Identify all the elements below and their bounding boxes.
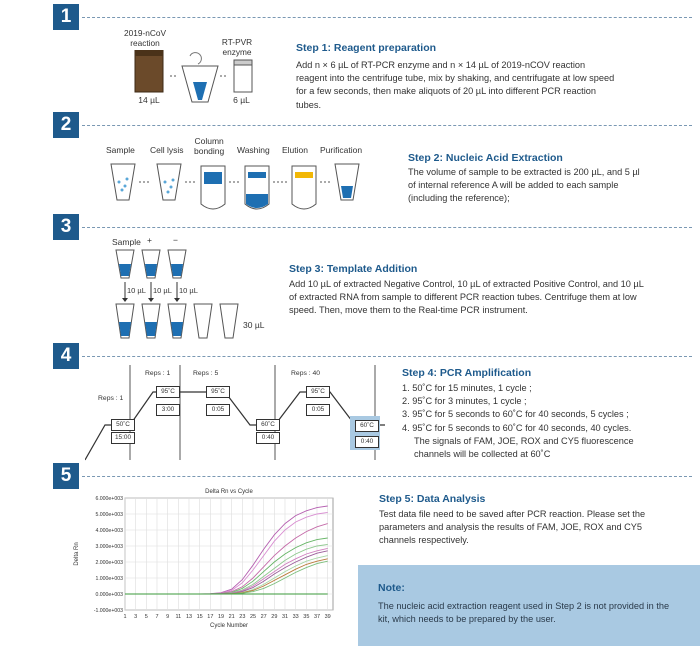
x-tick-label: 1 [123, 614, 127, 620]
x-tick-label: 5 [144, 614, 148, 620]
section-divider [82, 125, 692, 126]
section-divider [82, 227, 692, 228]
reaction-label: 2019-nCoV reaction [124, 28, 166, 48]
time-box: 0:40 [256, 432, 280, 444]
volume-3: 10 µL [179, 286, 198, 295]
x-tick-label: 25 [249, 614, 257, 620]
list-item: 4. 95˚C for 5 seconds to 60˚C for 40 seconds, 40 cycles. [402, 422, 632, 433]
x-tick-label: 23 [239, 614, 246, 620]
temp-box: 95˚C [156, 386, 180, 398]
x-tick-label: 17 [207, 614, 214, 620]
reaction-volume: 14 µL [138, 95, 160, 105]
label-elution: Elution [282, 145, 308, 155]
list-item: 2. 95˚C for 3 minutes, 1 cycle ; [402, 396, 527, 407]
reps-label: Reps : 40 [291, 370, 321, 377]
step-2-title: Step 2: Nucleic Acid Extraction [408, 152, 563, 164]
pcr-thermal-profile [85, 365, 385, 465]
x-tick-label: 29 [271, 614, 278, 620]
x-tick-label: 9 [166, 614, 170, 620]
y-tick-label: 6.000e+003 [95, 496, 123, 502]
y-tick-label: 5.000e+003 [95, 512, 123, 518]
time-box: 0:40 [355, 436, 379, 448]
y-tick-label: 0.000e+003 [95, 592, 123, 598]
time-box: 0:05 [306, 404, 330, 416]
y-tick-label: 3.000e+003 [95, 544, 123, 550]
step-1-text: Add n × 6 µL of RT-PCR enzyme and n × 14 µL of 2019-nCOV reaction reagent into the centrifuge tube, mix by shaking, and centrifugate at low speed for a few seconds, then make aliquots of 20 µL into different PCR reaction tubes. [296, 60, 615, 110]
time-box: 3:00 [156, 404, 180, 416]
step-number-1: 1 [53, 4, 79, 30]
y-tick-label: -1.000e+003 [93, 608, 123, 614]
step-number-3: 3 [53, 214, 79, 240]
step-5-text: Test data file need to be saved after PCR reaction. Please set the parameters and analysis the results of FAM, JOE, ROX and CY5 channels respectively. [379, 509, 646, 546]
y-axis-label: Delta Rn [74, 542, 80, 566]
step-5-title: Step 5: Data Analysis [379, 493, 486, 505]
time-box: 0:05 [206, 404, 230, 416]
x-tick-label: 7 [155, 614, 159, 620]
x-axis-label: Cycle Number [209, 623, 249, 629]
x-tick-label: 3 [134, 614, 138, 620]
x-tick-label: 15 [196, 614, 203, 620]
list-item: The signals of FAM, JOE, ROX and CY5 fluorescence [414, 435, 634, 446]
step-3-title: Step 3: Template Addition [289, 263, 418, 275]
temp-box: 50˚C [111, 419, 135, 431]
x-tick-label: 37 [313, 614, 321, 620]
step-2-text: The volume of sample to be extracted is 200 µL, and 5 µl of internal reference A will be added to each sample (including the reference); [408, 167, 640, 204]
step-number-4: 4 [53, 343, 79, 369]
reps-label: Reps : 1 [145, 370, 171, 377]
list-item: channels will be collected at 60˚C [414, 449, 551, 460]
section-divider [82, 476, 692, 477]
reps-label: Reps : 1 [98, 395, 124, 402]
temp-box: 95˚C [306, 386, 330, 398]
step-1-title: Step 1: Reagent preparation [296, 42, 437, 54]
note-title: Note: [378, 582, 405, 594]
section-divider [82, 356, 692, 357]
list-item: 3. 95˚C for 5 seconds to 60˚C for 40 seconds, 5 cycles ; [402, 409, 629, 420]
note-text: The nucleic acid extraction reagent used in Step 2 is not provided in the kit, which needs to be prepared by the user. [378, 601, 670, 625]
temp-box: 95˚C [206, 386, 230, 398]
label-washing: Washing [237, 145, 270, 155]
x-tick-label: 19 [217, 614, 225, 620]
list-item: 1. 50˚C for 15 minutes, 1 cycle ; [402, 383, 532, 393]
x-tick-label: 31 [281, 614, 289, 620]
x-tick-label: 39 [324, 614, 331, 620]
label-positive: + [147, 235, 152, 245]
chart-title: Delta Rn vs Cycle [205, 489, 253, 495]
step-number-5: 5 [53, 463, 79, 489]
label-sample: Sample [106, 145, 135, 155]
label-purification: Purification [320, 145, 363, 155]
x-tick-label: 21 [228, 614, 235, 620]
y-tick-label: 1.000e+003 [95, 576, 123, 582]
section-divider [82, 17, 692, 18]
x-tick-label: 33 [292, 614, 299, 620]
y-tick-label: 2.000e+003 [95, 560, 123, 566]
enzyme-volume: 6 µL [233, 95, 250, 105]
x-tick-label: 11 [175, 614, 182, 620]
x-tick-label: 27 [260, 614, 267, 620]
final-volume: 30 µL [243, 320, 265, 330]
y-tick-label: 4.000e+003 [95, 528, 123, 534]
step-3-text: Add 10 µL of extracted Negative Control, 10 µL of extracted Positive Control, and 10 µL of extracted RNA from sample to different PCR reaction tubes. Centrifuge them at low speed. Then, move them to the Real-time PCR instrument. [289, 279, 644, 316]
extraction-illustration [105, 160, 365, 220]
step-number-2: 2 [53, 112, 79, 138]
volume-2: 10 µL [153, 286, 172, 295]
label-sample: Sample [112, 237, 141, 247]
step-4-list [402, 382, 700, 461]
delta-rn-chart [70, 482, 350, 642]
note-box [358, 565, 700, 646]
enzyme-label: RT-PVR enzyme [221, 37, 253, 57]
label-negative: − [173, 235, 178, 245]
temp-box: 60˚C [355, 420, 379, 432]
temp-box: 60˚C [256, 419, 280, 431]
template-illustration [110, 248, 260, 348]
label-column-bonding: Column bonding [194, 136, 225, 156]
x-tick-label: 35 [303, 614, 310, 620]
volume-1: 10 µL [127, 286, 146, 295]
label-cell-lysis: Cell lysis [150, 145, 184, 155]
x-tick-label: 13 [185, 614, 193, 620]
time-box: 15:00 [111, 432, 135, 444]
step-4-title: Step 4: PCR Amplification [402, 367, 532, 379]
reps-label: Reps : 5 [193, 370, 219, 377]
